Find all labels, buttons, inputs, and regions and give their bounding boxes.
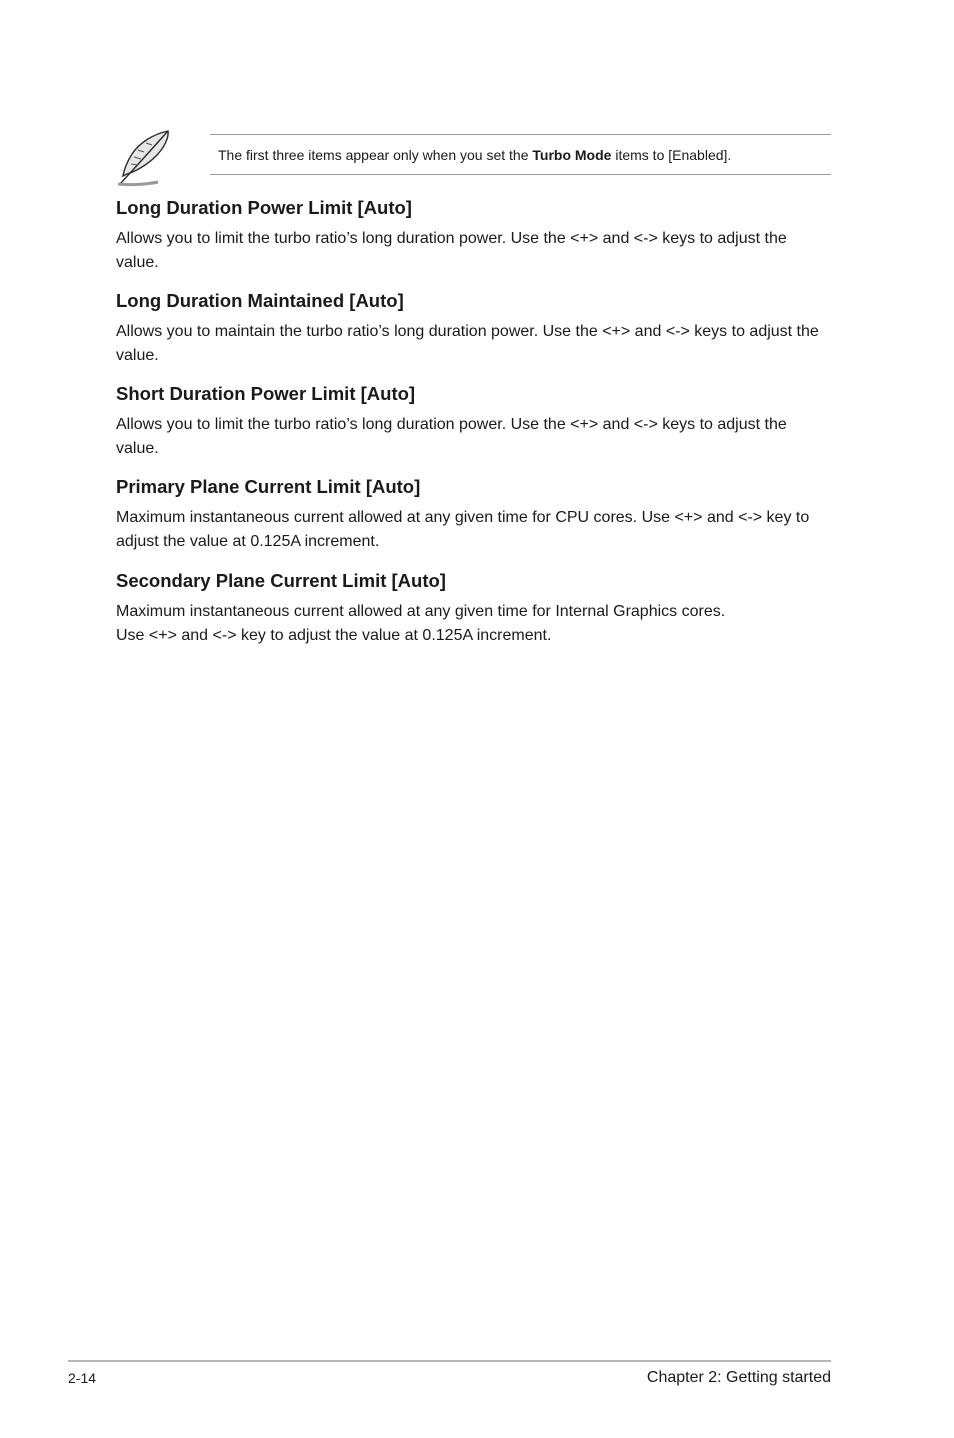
section-heading: Short Duration Power Limit [Auto] [116, 383, 416, 404]
section-body: Allows you to limit the turbo ratio’s long duration power. Use the <+> and <-> keys to adjust the value. [116, 416, 787, 457]
feather-pen-icon [114, 128, 174, 188]
section-heading: Long Duration Maintained [Auto] [116, 290, 404, 311]
footer-rule [68, 1360, 831, 1362]
section-heading: Long Duration Power Limit [Auto] [116, 197, 412, 218]
section-body: Maximum instantaneous current allowed at any given time for Internal Graphics cores. Use <+> and <-> key to adjust the value at 0.125A increment. [116, 603, 726, 644]
section-body: Maximum instantaneous current allowed at any given time for CPU cores. Use <+> and <-> key to adjust the value at 0.125A increment. [116, 509, 810, 550]
section-secondary-plane-current-limit [116, 570, 828, 647]
note-top-rule [210, 134, 831, 135]
section-long-duration-maintained [116, 290, 828, 367]
section-long-duration-power-limit [116, 197, 828, 274]
section-primary-plane-current-limit [116, 476, 828, 553]
section-body: Allows you to maintain the turbo ratio’s long duration power. Use the <+> and <-> keys to adjust the value. [116, 323, 819, 364]
note-text: The first three items appear only when you set the Turbo Mode items to [Enabled]. [218, 147, 732, 163]
section-heading: Primary Plane Current Limit [Auto] [116, 476, 421, 497]
section-body: Allows you to limit the turbo ratio’s long duration power. Use the <+> and <-> keys to adjust the value. [116, 230, 787, 271]
section-heading: Secondary Plane Current Limit [Auto] [116, 570, 446, 591]
page-number: 2-14 [68, 1370, 97, 1386]
section-short-duration-power-limit [116, 383, 828, 460]
chapter-title: Chapter 2: Getting started [646, 1369, 831, 1386]
turbo-mode-term: Turbo Mode [532, 147, 612, 163]
note-bottom-rule [210, 174, 831, 175]
